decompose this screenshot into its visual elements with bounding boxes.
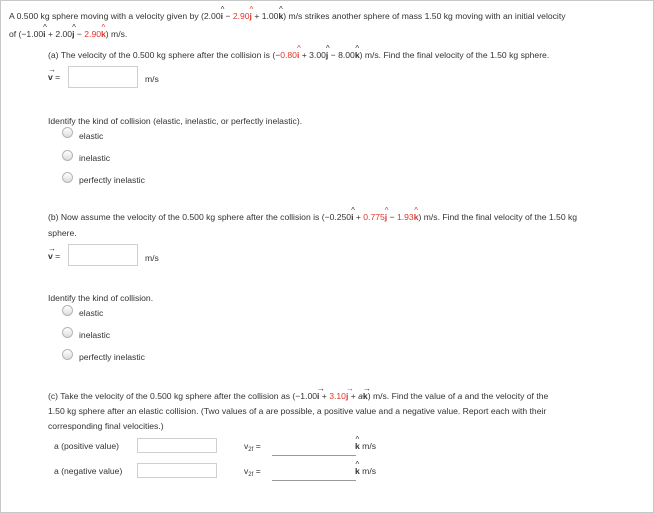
vector-v-icon: → v xyxy=(48,72,53,82)
part-c-negative-v2f-input[interactable] xyxy=(272,464,356,481)
part-a-identify-label: Identify the kind of collision (elastic, inelastic, or perfectly inelastic). xyxy=(48,116,303,126)
part-c-question: (c) Take the velocity of the 0.500 kg sphere after the collision as (−1.00→ i + 3.10→ j + a→ k) m/s. Find the value of a and the velocity of the xyxy=(48,391,548,401)
part-a-option-perfectly-inelastic: perfectly inelastic xyxy=(79,175,145,185)
part-a-radio-elastic[interactable] xyxy=(62,127,73,138)
part-a-unit: m/s xyxy=(145,74,159,84)
part-c-positive-v2f-label: $v_{2f}$ = xyxy=(244,441,261,453)
part-a-velocity-input[interactable] xyxy=(68,66,138,88)
part-a-option-inelastic: inelastic xyxy=(79,153,111,163)
part-b-option-perfectly-inelastic: perfectly inelastic xyxy=(79,352,145,362)
part-c-positive-a-input[interactable] xyxy=(137,438,217,453)
part-c-negative-label: a (negative value) xyxy=(54,466,123,476)
part-b-question: (b) Now assume the velocity of the 0.500 kg sphere after the collision is (−0.250^ i + 0.775^ j − 1.93^ k) m/s. Find the final velocity of the 1.50 kg xyxy=(48,212,577,222)
problem-line-1: A 0.500 kg sphere moving with a velocity given by (2.00^ i − 2.90^ j + 1.00^ k) m/s strikes another sphere of mass 1.50 kg moving with an initial velocity xyxy=(9,11,566,21)
part-c-negative-v2f-label: $v_{2f}$ = xyxy=(244,466,261,478)
part-c-positive-v2f-input[interactable] xyxy=(272,439,356,456)
part-c-negative-unit: ^ k m/s xyxy=(355,466,376,476)
part-b-question-line-2: sphere. xyxy=(48,228,77,238)
part-c-question-line-2: 1.50 kg sphere after an elastic collision. (Two values of a are possible, a positive value and a negative value. Report each with their xyxy=(48,406,547,416)
part-a-radio-perfectly-inelastic[interactable] xyxy=(62,172,73,183)
part-b-option-inelastic: inelastic xyxy=(79,330,111,340)
part-a-question: (a) The velocity of the 0.500 kg sphere after the collision is (−0.80^ i + 3.00^ j − 8.00^ k) m/s. Find the final velocity of the 1.50 kg sphere. xyxy=(48,50,549,60)
part-b-v-label: → v = xyxy=(48,251,60,261)
part-c-question-line-3: corresponding final velocities.) xyxy=(48,421,164,431)
part-b-radio-elastic[interactable] xyxy=(62,305,73,316)
part-b-radio-perfectly-inelastic[interactable] xyxy=(62,349,73,360)
part-b-option-elastic: elastic xyxy=(79,308,104,318)
part-c-negative-a-input[interactable] xyxy=(137,463,217,478)
part-b-unit: m/s xyxy=(145,253,159,263)
part-c-positive-label: a (positive value) xyxy=(54,441,119,451)
part-a-option-elastic: elastic xyxy=(79,131,104,141)
part-a-v-label: → v = xyxy=(48,72,60,82)
part-a-radio-inelastic[interactable] xyxy=(62,150,73,161)
part-c-positive-unit: ^ k m/s xyxy=(355,441,376,451)
part-b-identify-label: Identify the kind of collision. xyxy=(48,293,154,303)
part-b-radio-inelastic[interactable] xyxy=(62,327,73,338)
part-b-velocity-input[interactable] xyxy=(68,244,138,266)
vector-v-icon: → v xyxy=(48,251,53,261)
problem-line-2: of (−1.00^ i + 2.00^ j − 2.90^ k) m/s. xyxy=(9,29,127,39)
